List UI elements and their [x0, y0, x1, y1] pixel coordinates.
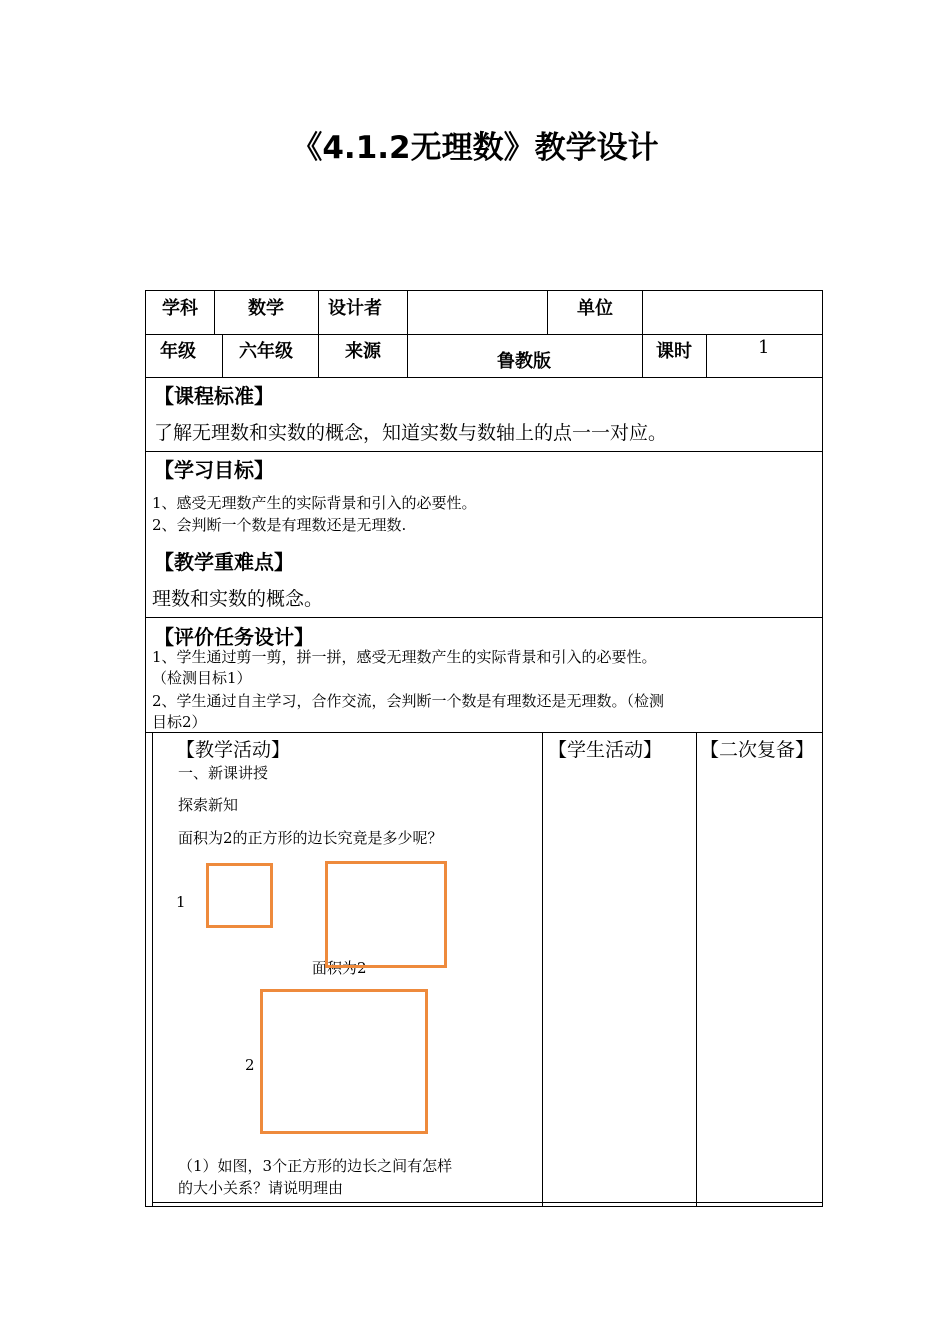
period-value: 1 — [758, 337, 770, 358]
section-title: 一、新课讲授 — [178, 764, 269, 782]
explore-title: 探索新知 — [178, 796, 239, 814]
teaching-activity-header: 【教学活动】 — [176, 739, 291, 761]
source-value: 鲁教版 — [497, 351, 551, 372]
small-square — [206, 863, 273, 928]
review-header: 【二次复备】 — [700, 739, 815, 761]
question-1-line-1: （1）如图，3个正方形的边长之间有怎样 — [178, 1157, 453, 1175]
subject-label: 学科 — [162, 298, 198, 319]
document-title: 《4.1.2无理数》教学设计 — [291, 130, 659, 166]
grade-value: 六年级 — [239, 341, 293, 362]
student-activity-header: 【学生活动】 — [548, 739, 663, 761]
large-square — [260, 989, 428, 1134]
evaluation-heading: 【评价任务设计】 — [154, 625, 314, 649]
goals-heading: 【学习目标】 — [154, 458, 274, 482]
designer-label: 设计者 — [328, 298, 382, 319]
standard-text: 了解无理数和实数的概念，知道实数与数轴上的点一一对应。 — [154, 422, 668, 444]
grade-label: 年级 — [160, 341, 196, 362]
area-two-square — [325, 861, 447, 968]
unit-label: 单位 — [577, 298, 613, 319]
evaluation-line-2: （检测目标1） — [152, 669, 252, 687]
evaluation-line-1: 1、学生通过剪一剪，拼一拼，感受无理数产生的实际背景和引入的必要性。 — [152, 648, 657, 666]
large-square-label: 2 — [245, 1056, 255, 1074]
evaluation-line-4: 目标2） — [152, 713, 207, 731]
subject-value: 数学 — [248, 298, 284, 319]
goal-item-2: 2、会判断一个数是有理数还是无理数. — [152, 516, 407, 534]
period-label: 课时 — [656, 341, 692, 362]
question-1-line-2: 的大小关系？请说明理由 — [178, 1179, 344, 1197]
goal-item-1: 1、感受无理数产生的实际背景和引入的必要性。 — [152, 494, 477, 512]
area-label: 面积为2 — [312, 959, 367, 977]
evaluation-line-3: 2、学生通过自主学习，合作交流，会判断一个数是有理数还是无理数。（检测 — [152, 692, 665, 710]
standard-heading: 【课程标准】 — [154, 384, 274, 408]
key-points-heading: 【教学重难点】 — [154, 550, 294, 574]
key-points-text: 理数和实数的概念。 — [152, 588, 324, 610]
source-label: 来源 — [345, 341, 381, 362]
question-text: 面积为2的正方形的边长究竟是多少呢？ — [178, 829, 443, 847]
small-square-label: 1 — [176, 893, 186, 911]
